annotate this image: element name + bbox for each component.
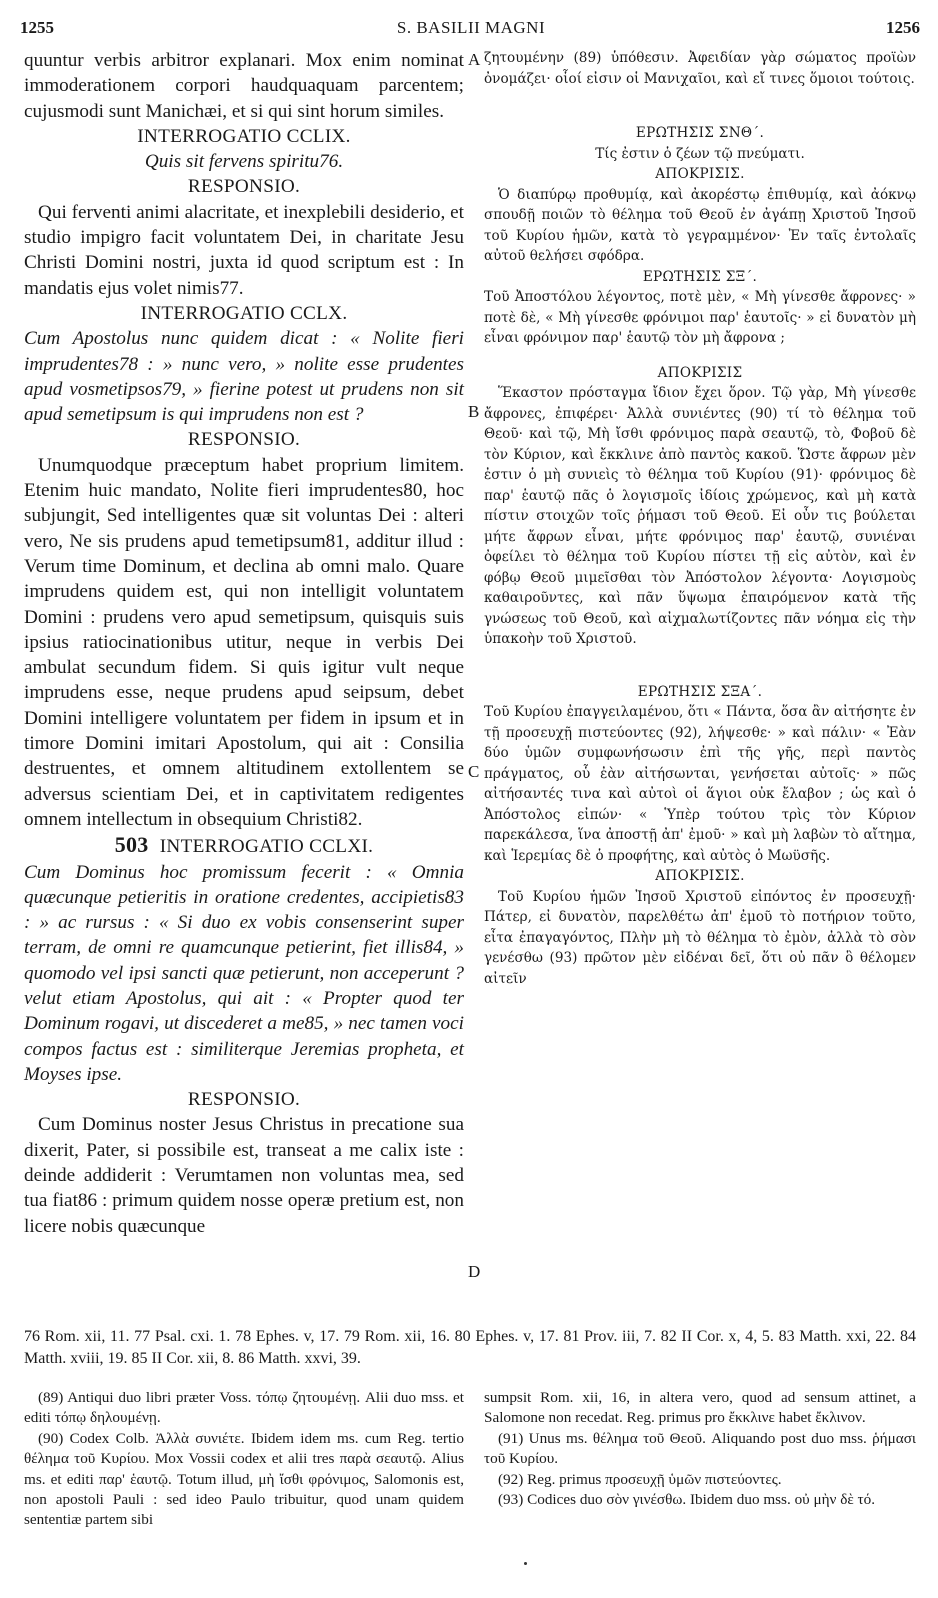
- margin-letter-b: B: [468, 402, 480, 421]
- greek-column: [484, 48, 916, 989]
- right-page-number: 1256: [886, 18, 920, 37]
- margin-letter-c: C: [468, 762, 480, 781]
- footnotes-right: [484, 1388, 916, 1510]
- column-number: 503: [114, 832, 149, 858]
- margin-letter-a: A: [468, 50, 481, 69]
- running-title: S. BASILII MAGNI: [396, 18, 546, 37]
- footnote-93: (93) Codices duo σὸν γινέσθω. Ibidem duo mss. οὐ μὴν δὲ τό.: [498, 1491, 876, 1509]
- greek-q260-response-heading: ΑΠΟΚΡΙΣΙΣ: [657, 364, 743, 381]
- footnote-90-continued: sumpsit Rom. xii, 16, in altera vero, quod ad sensum attinet, a Salomone non recedat. Reg. primus pro ἔκκλινε habet ἔκλινον.: [484, 1389, 916, 1427]
- latin-intro: quuntur verbis arbitror explanari. Mox enim nominat immoderationem corpori haudquaquam parcentem; cujusmodi sunt Manichæi, et si qui sint horum similes.: [24, 50, 464, 122]
- latin-q261-heading: INTERROGATIO CCLXI.: [159, 836, 374, 858]
- latin-q260-question: Cum Apostolus nunc quidem dicat : « Nolite fieri imprudentes78 : » nunc vero, » nolite esse prudentes apud vosmetipsos79, » fierine potest ut prudens non sit apud semetipsum is qui imprudens non est ?: [24, 328, 464, 426]
- footnote-91: (91) Unus ms. θέλημα τοῦ Θεοῦ. Aliquando post duo mss. ῥήμασι τοῦ Κυρίου.: [484, 1429, 916, 1468]
- footnote-89: (89) Antiqui duo libri præter Voss. τόπῳ ζητουμένῃ. Alii duo mss. et editi τόπῳ δηλουμένῃ.: [24, 1389, 464, 1427]
- latin-q259-answer: Qui ferventi animi alacritate, et inexplebili desiderio, et studio impigro facit voluntatem Dei, in charitate Jesu Christi Domini nostri, juxta id quod scriptum est : In mandatis ejus volet nimis77.: [24, 201, 464, 299]
- left-page-number: 1255: [20, 18, 54, 37]
- greek-spacer: [484, 89, 916, 123]
- greek-q260-question: Τοῦ Ἀποστόλου λέγοντος, ποτὲ μὲν, « Μὴ γίνεσθε ἄφρονες· » ποτὲ δὲ, « Μὴ γίνεσθε φρόνιμοι παρ' ἑαυτοῖς· » εἰ δυνατὸν μὴ εἶναι φρόνιμον παρ' ἑαυτῷ τὸν μὴ ἄφρονα ;: [484, 289, 916, 346]
- latin-q261-question: Cum Dominus hoc promissum fecerit : « Omnia quæcunque petieritis in oratione credentes, accipietis83 : » ac rursus : « Si duo ex vobis consenserint super terram, de omni re quamcunque petierint, fiet illis84, » quomodo vel ipsi sancti quæ petierunt, non acceperunt ? velut etiam Apostolus, qui ait : « Propter quod ter Dominum rogavi, ut discederet a me85, » nec tamen voci compos factus est : similiterque Jeremias propheta, et Moyses ipse.: [24, 861, 464, 1085]
- latin-q260-heading: INTERROGATIO CCLX.: [140, 302, 348, 324]
- latin-q259-question: Quis sit fervens spiritu76.: [144, 151, 344, 173]
- greek-intro: ζητουμένην (89) ὑπόθεσιν. Ἀφειδίαν γὰρ σώματος προϊὼν ὀνομάζει· οἷοί εἰσιν οἱ Μανιχαῖοι, καὶ εἴ τινες ὅμοιοι τούτοις.: [484, 50, 916, 87]
- margin-letter-d: D: [468, 1262, 481, 1281]
- scripture-references: 76 Rom. xii, 11. 77 Psal. cxi. 1. 78 Ephes. v, 17. 79 Rom. xii, 16. 80 Ephes. v, 17. 81 Prov. iii, 7. 82 II Cor. x, 4, 5. 83 Matth. xxi, 22. 84 Matth. xviii, 19. 85 II Cor. xii, 8. 86 Matth. xxvi, 39.: [24, 1328, 916, 1367]
- greek-q260-heading: ΕΡΩΤΗΣΙΣ ΣΞ΄.: [642, 268, 758, 285]
- latin-q261-heading-line: [24, 832, 464, 859]
- footnote-92: (92) Reg. primus προσευχῇ ὑμῶν πιστεύοντες.: [498, 1470, 782, 1488]
- page-speck: [524, 1562, 527, 1565]
- latin-column: [24, 48, 464, 1239]
- greek-q261-response-heading: ΑΠΟΚΡΙΣΙΣ.: [655, 868, 745, 884]
- greek-q259-question: Τίς ἐστιν ὁ ζέων τῷ πνεύματι.: [595, 145, 805, 162]
- greek-q261-answer: Τοῦ Κυρίου ἡμῶν Ἰησοῦ Χριστοῦ εἰπόντος ἐν προσευχῇ· Πάτερ, εἰ δυνατὸν, παρελθέτω ἀπ' ἐμοῦ τὸ ποτήριον τοῦτο, εἶτα ἐπαγαγόντος, Πλὴν μὴ τὸ θέλημα τὸ ἐμὸν, ἀλλὰ τὸ σὸν γενέσθω (93) πρῶτον μὲν εἰδέναι δεῖ, ὅτι οὐ πᾶν ὃ θέλομεν αἰτεῖν: [484, 888, 916, 987]
- greek-q260-answer: Ἕκαστον πρόσταγμα ἴδιον ἔχει ὅρον. Τῷ γὰρ, Μὴ γίνεσθε ἄφρονες, ἐπιφέρει· Ἀλλὰ συνιέντες (90) τί τὸ θέλημα τοῦ Θεοῦ· καὶ τῷ, Μὴ ἴσθι φρόνιμος παρὰ σεαυτῷ, τὸ, Φοβοῦ δὲ τὸν Κύριον, καὶ ἔκκλινε ἀπὸ παντὸς κακοῦ. Ὥστε ἄφρων μὲν ἐστιν ὁ μὴ συνιεὶς τὸ θέλημα τοῦ Κυρίου (91)· φρόνιμος δὲ παρ' ἑαυτῷ πᾶς ὁ λογισμοῖς ἰδίοις χρώμενος, καὶ μὴ κατὰ πίστιν στοιχῶν τοῖς ῥήμασι τοῦ Θεοῦ. Εἰ οὖν τις βούλεται μήτε ἄφρων εἶναι, μήτε φρόνιμος παρ' ἑαυτῷ, συνιέναι ὀφείλει τὸ θέλημα τοῦ Κυρίου πίστει τῇ εἰς αὐτὸν, καὶ ἐν φόβῳ Θεοῦ μιμεῖσθαι τὸν Ἀπόστολον λέγοντα· Λογισμοὺς καθαιροῦντες, καὶ πᾶν ὕψωμα ἐπαιρόμενον κατὰ τῆς γνώσεως τοῦ Θεοῦ, καὶ αἰχμαλωτίζοντες πᾶν νόημα εἰς τὴν ὑπακοὴν τοῦ Χριστοῦ.: [484, 385, 916, 647]
- greek-q259-heading: ΕΡΩΤΗΣΙΣ ΣΝΘ΄.: [635, 125, 765, 141]
- greek-spacer-3: [484, 650, 916, 682]
- greek-q259-response-heading: ΑΠΟΚΡΙΣΙΣ.: [655, 166, 745, 182]
- latin-q260-response-heading: RESPONSIO.: [187, 429, 301, 451]
- latin-q261-answer: Cum Dominus noster Jesus Christus in precatione sua dixerit, Pater, si possibile est, transeat a me calix iste : deinde addiderit : Verumtamen non voluntas mea, sed tua fiat86 : primum quidem nosse operæ pretium est, non licere nobis quæcunque: [24, 1114, 464, 1237]
- latin-q259-response-heading: RESPONSIO.: [187, 176, 301, 198]
- latin-q259-heading: INTERROGATIO CCLIX.: [137, 125, 351, 147]
- latin-q261-response-heading: RESPONSIO.: [187, 1089, 301, 1111]
- latin-q260-answer: Unumquodque præceptum habet proprium limitem. Etenim huic mandato, Nolite fieri imprudentes80, hoc subjungit, Sed intelligentes quæ sit voluntas Dei : alteri vero, Ne sis prudens apud temetipsum81, additur illud : Verum time Dominum, et declina ab omni malo. Quare imprudens quidem est, qui non intelligit voluntatem Domini : prudens vero apud semetipsum, quisquis suis ipsius ratiocinationibus utitur, neque in verbis Dei ambulat secundum fidem. Si quis igitur vult neque imprudens esse, neque prudens apud seipsum, debet Domini intelligere voluntatem per fidem in ipsum et in timore Domini imitari Apostolum, qui ait : Consilia destruentes, et omnem altitudinem extollentem se adversus scientiam Dei, et in captivitatem redigentes omnem intellectum in obsequium Christi82.: [24, 454, 464, 830]
- page-header: [14, 18, 928, 42]
- greek-q261-heading: ΕΡΩΤΗΣΙΣ ΣΞΑ΄.: [637, 683, 763, 700]
- greek-q259-answer: Ὁ διαπύρῳ προθυμίᾳ, καὶ ἀκορέστῳ ἐπιθυμίᾳ, καὶ ἀόκνῳ σπουδῇ ποιῶν τὸ θέλημα τοῦ Θεοῦ ἐν ἀγάπῃ Χριστοῦ Ἰησοῦ τοῦ Κυρίου ἡμῶν, κατὰ τὸ γεγραμμένον· Ἐν ταῖς ἐντολαῖς αὐτοῦ θελήσει σφόδρα.: [484, 186, 916, 264]
- footnote-90: (90) Codex Colb. Ἀλλὰ συνιέτε. Ibidem idem ms. cum Reg. tertio θέλημα τοῦ Κυρίου. Mox Vossii codex et alii tres παρὰ σεαυτῷ. Alius ms. et editi παρ' ἑαυτῷ. Totum illud, μὴ ἴσθι φρόνιμος, Salomonis est, non apostoli Pauli : sed ideo Paulo tribuitur, quod unam quidem sententiæ partem sibi: [24, 1429, 464, 1529]
- greek-spacer-2: [484, 349, 916, 363]
- greek-q261-question: Τοῦ Κυρίου ἐπαγγειλαμένου, ὅτι « Πάντα, ὅσα ἂν αἰτήσητε ἐν τῇ προσευχῇ πιστεύοντες (92), λήψεσθε· » καὶ πάλιν· « Ἐὰν δύο ὑμῶν συμφωνήσωσιν ἐπὶ τῆς γῆς, περὶ παντὸς πράγματος, οὗ ἐὰν αἰτήσωνται, γενήσεται αὐτοῖς· » πῶς αἰτήσαντές τινα καὶ αὐτοὶ οἱ ἅγιοι οὐκ ἔλαβον ; ὡς καὶ ὁ Ἀπόστολος εἰπών· « Ὑπὲρ τούτου τρὶς τὸν Κύριον παρεκάλεσα, ἵνα ἀποστῇ ἀπ' ἐμοῦ· » καὶ μὴ λαβὼν τὸ αἴτημα, καὶ Ἱερεμίας δὲ ὁ προφήτης, καὶ αὐτὸς ὁ Μωϋσῆς.: [484, 704, 916, 864]
- footnotes-left: [24, 1388, 464, 1531]
